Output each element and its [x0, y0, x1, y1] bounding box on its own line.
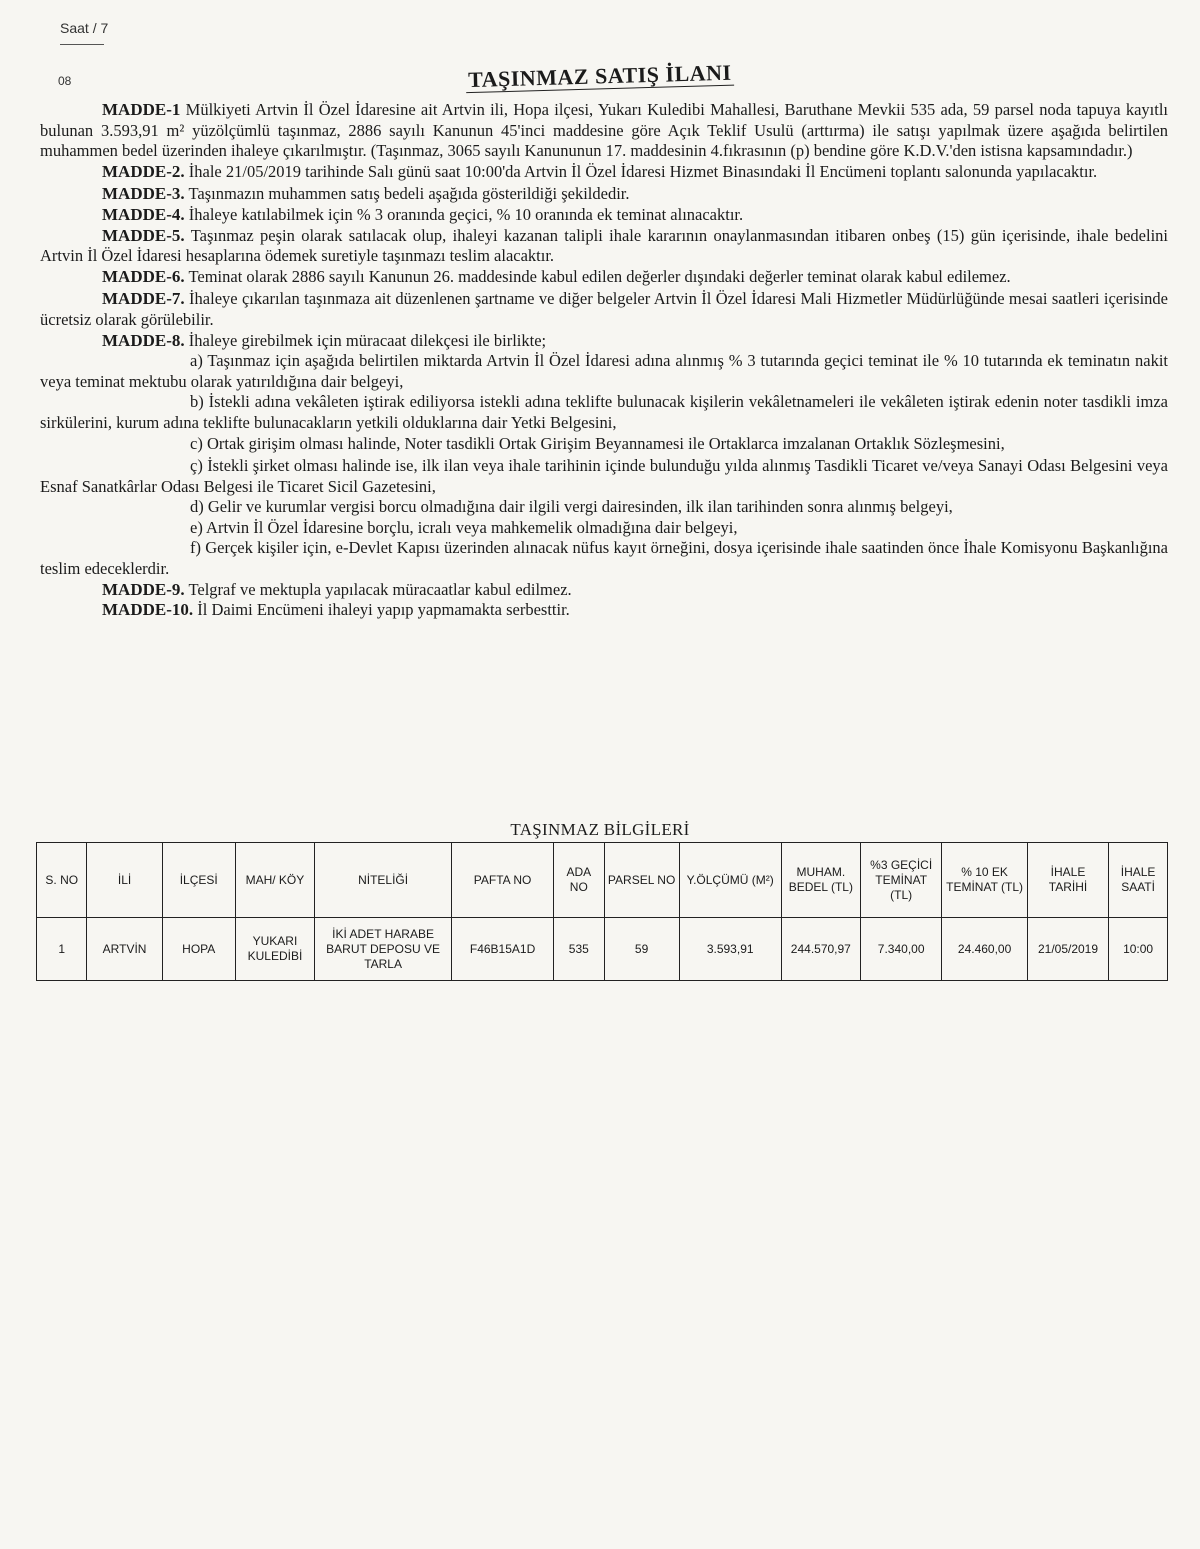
document-title: TAŞINMAZ SATIŞ İLANI: [0, 47, 1200, 106]
col-ada-no: ADA NO: [554, 843, 604, 918]
col-gecici-teminat: %3 GEÇİCİ TEMİNAT (TL): [860, 843, 941, 918]
article-4: MADDE-4. İhaleye katılabilmek için % 3 oranında geçici, % 10 oranında ek teminat alınacaktır.: [102, 204, 744, 224]
article-8-item-c: c) Ortak girişim olması halinde, Noter tasdikli Ortak Girişim Beyannamesi ile Ortaklarca imzalanan Ortaklık Sözleşmesini,: [190, 433, 1005, 453]
cell-yuzolcumu: 3.593,91: [679, 918, 781, 981]
cell-gecici-teminat: 7.340,00: [860, 918, 941, 981]
cell-mah-koy: YUKARI KULEDİBİ: [235, 918, 314, 981]
property-info-table: [36, 842, 1168, 981]
cell-muhammen-bedel: 244.570,97: [781, 918, 860, 981]
cell-ek-teminat: 24.460,00: [942, 918, 1027, 981]
table-row: [37, 918, 1168, 981]
col-mah-koy: MAH/ KÖY: [235, 843, 314, 918]
article-8: MADDE-8. İhaleye girebilmek için müracaat dilekçesi ile birlikte;: [102, 330, 547, 350]
col-yuzolcumu: Y.ÖLÇÜMÜ (M²): [679, 843, 781, 918]
note-underline: [60, 44, 104, 45]
cell-niteligi: İKİ ADET HARABE BARUT DEPOSU VE TARLA: [315, 918, 452, 981]
article-2: MADDE-2. İhale 21/05/2019 tarihinde Salı günü saat 10:00'da Artvin İl Özel İdaresi Hizmet Binasındaki İl Encümeni toplantı salonunda yapılacaktır.: [102, 161, 1098, 181]
document-body: [40, 100, 1168, 621]
col-ihale-saati: İHALE SAATİ: [1109, 843, 1168, 918]
article-7: MADDE-7. İhaleye çıkarılan taşınmaza ait düzenlenen şartname ve diğer belgeler Artvin İl Özel İdaresi Mali Hizmetler Müdürlüğünde mesai saatleri içerisinde ücretsiz olarak görülebilir.: [40, 289, 1168, 329]
table-header-row: [37, 843, 1168, 918]
col-ili: İLİ: [87, 843, 162, 918]
handwritten-note: Saat / 7: [60, 20, 108, 45]
article-8-item-f: f) Gerçek kişiler için, e-Devlet Kapısı üzerinden alınacak nüfus kayıt örneğini, dosya içerisinde ihale saatinden önce İhale Komisyonu Başkanlığına teslim edeceklerdir.: [40, 538, 1168, 579]
col-pafta-no: PAFTA NO: [452, 843, 554, 918]
col-niteligi: NİTELİĞİ: [315, 843, 452, 918]
article-10: MADDE-10. İl Daimi Encümeni ihaleyi yapıp yapmamakta serbesttir.: [102, 600, 570, 620]
article-8-item-cc: ç) İstekli şirket olması halinde ise, ilk ilan veya ihale tarihinin içinde bulunduğu yılda alınmış Tasdikli Ticaret ve/veya Sanayi Odası Belgesini veya Esnaf Sanatkârlar Odası Belgesi ile Ticaret Sicil Gazetesini,: [40, 456, 1168, 496]
cell-s-no: 1: [37, 918, 87, 981]
cell-ada-no: 535: [554, 918, 604, 981]
col-ilcesi: İLÇESİ: [162, 843, 235, 918]
col-s-no: S. NO: [37, 843, 87, 918]
article-8-item-e: e) Artvin İl Özel İdaresine borçlu, icralı veya mahkemelik olmadığına dair belgeyi,: [190, 517, 738, 537]
article-9: MADDE-9. Telgraf ve mektupla yapılacak müracaatlar kabul edilmez.: [102, 579, 572, 599]
cell-ihale-tarihi: 21/05/2019: [1027, 918, 1108, 981]
page-number: 08: [58, 74, 72, 88]
col-ek-teminat: % 10 EK TEMİNAT (TL): [942, 843, 1027, 918]
cell-ilcesi: HOPA: [162, 918, 235, 981]
article-8-item-d: d) Gelir ve kurumlar vergisi borcu olmadığına dair ilgili vergi dairesinden, ilk ilan tarihinden sonra alınmış belgeyi,: [190, 497, 953, 517]
cell-ili: ARTVİN: [87, 918, 162, 981]
article-8-item-a: a) Taşınmaz için aşağıda belirtilen miktarda Artvin İl Özel İdaresi adına alınmış % 3 tutarında geçici teminat ile % 10 tutarında ek teminatın nakit veya teminat mektubu olarak yatırıldığına dair belgeyi,: [40, 351, 1168, 391]
article-6: MADDE-6. Teminat olarak 2886 sayılı Kanunun 26. maddesinde kabul edilen değerler dışındaki değerler teminat olarak kabul edilemez.: [102, 266, 1011, 286]
article-5: MADDE-5. Taşınmaz peşin olarak satılacak olup, ihaleyi kazanan talipli ihale kararının onaylanmasından itibaren onbeş (15) gün içerisinde, ihale bedelini Artvin İl Özel İdaresi hesaplarına ödemek suretiyle taşınmazı teslim alacaktır.: [40, 225, 1168, 266]
col-muhammen-bedel: MUHAM. BEDEL (TL): [781, 843, 860, 918]
article-3: MADDE-3. Taşınmazın muhammen satış bedeli aşağıda gösterildiği şekildedir.: [102, 184, 630, 204]
col-parsel-no: PARSEL NO: [604, 843, 679, 918]
cell-parsel-no: 59: [604, 918, 679, 981]
cell-pafta-no: F46B15A1D: [452, 918, 554, 981]
table-title: TAŞINMAZ BİLGİLERİ: [510, 820, 690, 839]
article-8-item-b: b) İstekli adına vekâleten iştirak ediliyorsa istekli adına teklifte bulunacak kişilerin vekâletnameleri ile vekâleten iştirak edenin noter tasdikli imza sirkülerini, kurum adına teklifte bulunacakların yetkili olduklarına dair Yetki Belgesini,: [40, 392, 1168, 432]
article-1: MADDE-1 Mülkiyeti Artvin İl Özel İdaresine ait Artvin ili, Hopa ilçesi, Yukarı Kuledibi Mahallesi, Baruthane Mevkii 535 ada, 59 parsel noda tapuya kayıtlı bulunan 3.593,91 m² yüzölçümlü taşınmaz, 2886 sayılı Kanunun 45'inci maddesine göre Açık Teklif Usulü (arttırma) ile satışı yapılmak üzere aşağıda belirtilen muhammen bedel üzerinden ihaleye çıkarılmıştır. (Taşınmaz, 3065 sayılı Kanununun 17. maddesinin 4.fıkrasının (p) bendine göre K.D.V.'den istisna kapsamındadır.): [40, 100, 1168, 161]
col-ihale-tarihi: İHALE TARİHİ: [1027, 843, 1108, 918]
cell-ihale-saati: 10:00: [1109, 918, 1168, 981]
